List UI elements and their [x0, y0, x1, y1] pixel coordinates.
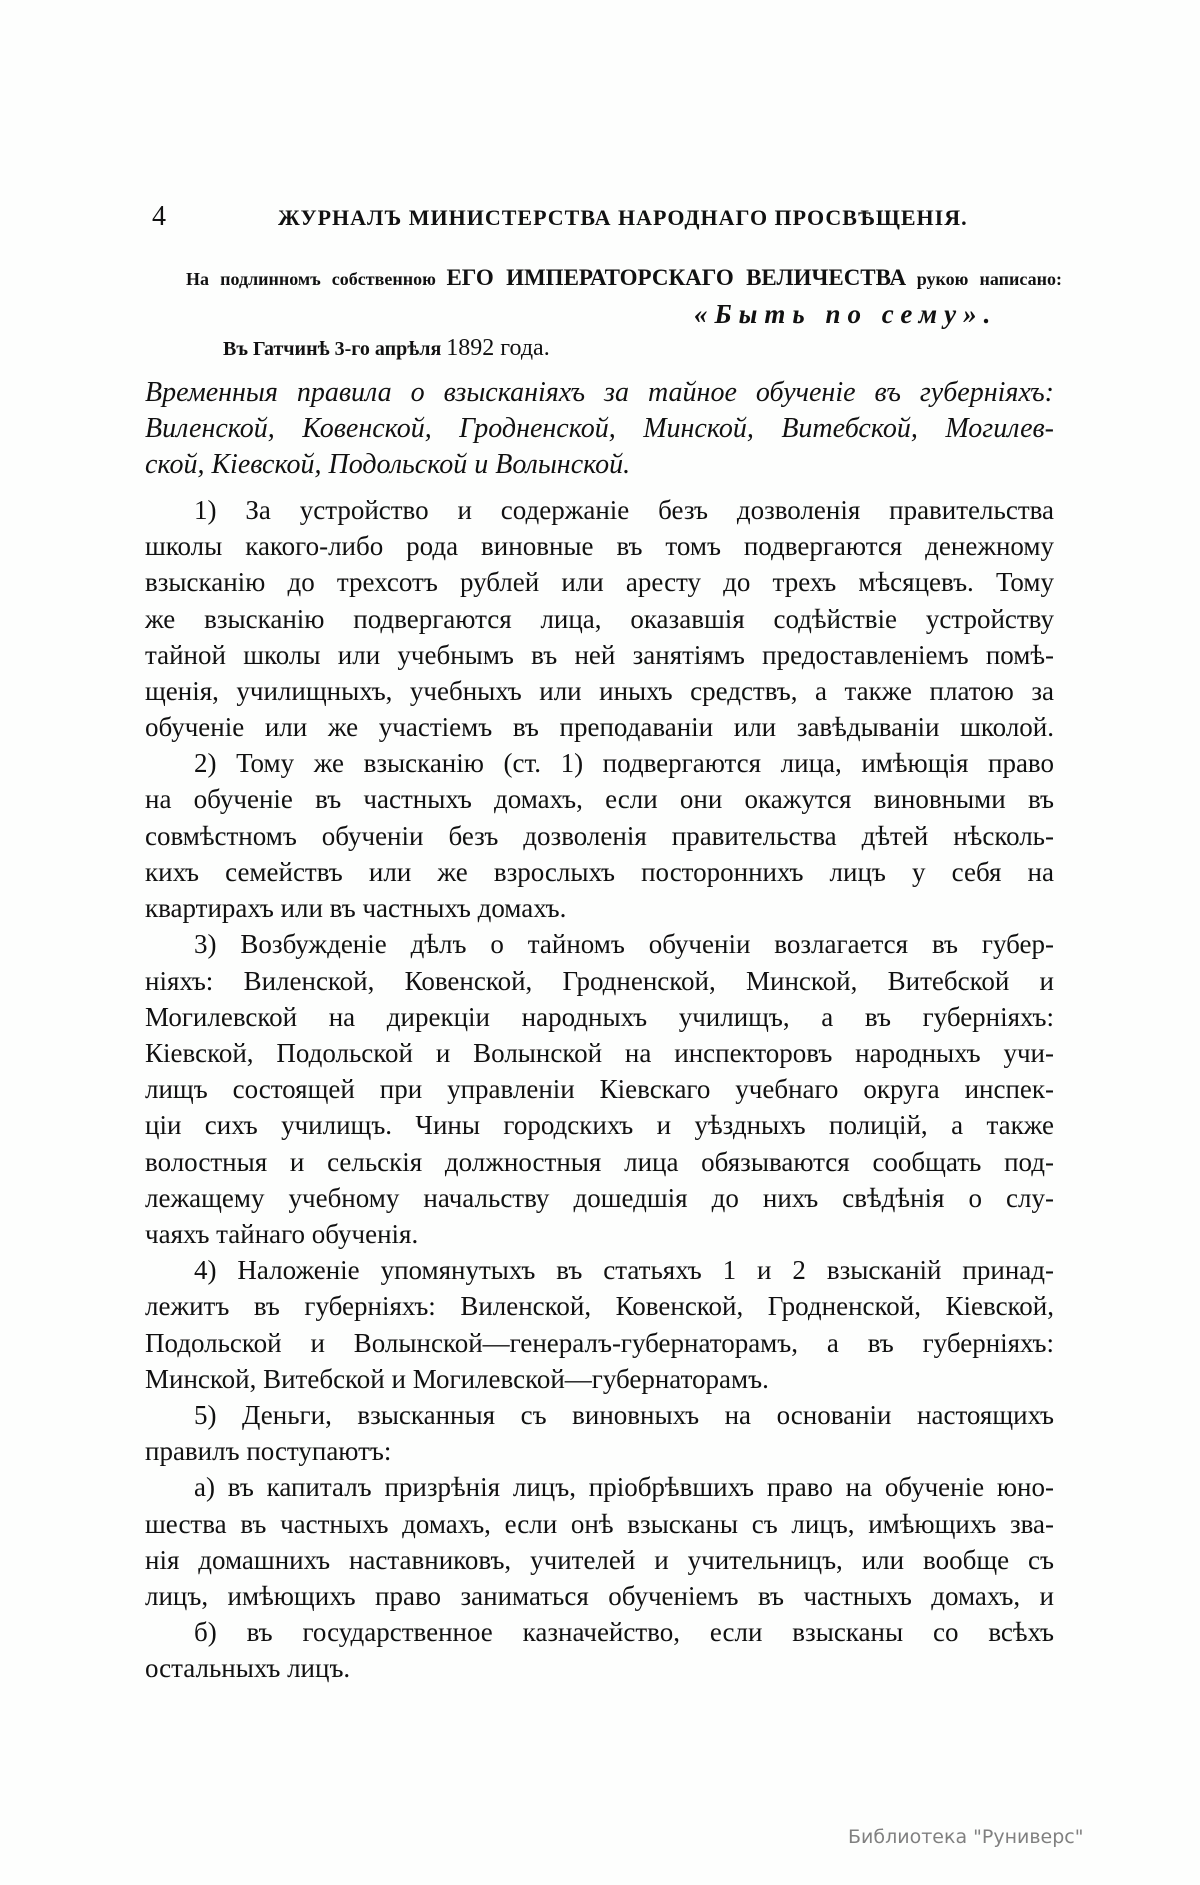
page-number: 4 [152, 201, 166, 232]
text-line: 3) Возбужденіе дѣлъ о тайномъ обученіи возлагается въ губер- [194, 929, 1054, 959]
text-line: совмѣстномъ обученіи безъ дозволенія правительства дѣтей нѣсколь- [145, 821, 1054, 851]
text-line: б) въ государственное казначейство, если взысканы со всѣхъ [194, 1617, 1054, 1647]
note-prefix: На подлинномъ собственною [186, 269, 436, 289]
text-line: остальныхъ лицъ. [145, 1653, 351, 1683]
text-line: тайной школы или учебнымъ въ ней занятіямъ предоставленіемъ помѣ- [145, 640, 1054, 670]
text-line: ніяхъ: Виленской, Ковенской, Гродненской, Минской, Витебской и [145, 966, 1054, 996]
text-line: Кіевской, Подольской и Волынской на инспекторовъ народныхъ учи- [145, 1038, 1054, 1068]
text-line: кихъ семействъ или же взрослыхъ постороннихъ лицъ у себя на [145, 857, 1054, 887]
text-line: ціи сихъ училищъ. Чины городскихъ и уѣздныхъ полицій, а также [145, 1110, 1054, 1140]
place-date-text: Въ Гатчинѣ 3-го апрѣля [223, 338, 442, 360]
text-line: Могилевской на дирекціи народныхъ училищъ, а въ губерніяхъ: [145, 1002, 1054, 1032]
library-watermark: Библиотека "Руниверс" [848, 1826, 1084, 1848]
text-line: 4) Наложеніе упомянутыхъ въ статьяхъ 1 и 2 взысканій принад- [194, 1255, 1054, 1285]
note-suffix: рукою написано: [916, 269, 1062, 289]
text-line: Подольской и Волынской—генералъ-губернаторамъ, а въ губерніяхъ: [145, 1328, 1054, 1358]
imperial-note-line [186, 262, 1062, 294]
text-line: нія домашнихъ наставниковъ, учителей и учительницъ, или вообще съ [145, 1545, 1054, 1575]
text-line: лежащему учебному начальству дошедшія до нихъ свѣдѣнія о слу- [145, 1183, 1054, 1213]
text-line: 2) Тому же взысканію (ст. 1) подвергаются лица, имѣющія право [194, 748, 1054, 778]
text-line: чаяхъ тайнаго обученія. [145, 1219, 419, 1249]
text-line: Минской, Витебской и Могилевской—губернаторамъ. [145, 1364, 769, 1394]
text-line: волостныя и сельскія должностныя лица обязываются сообщать под- [145, 1147, 1054, 1177]
text-line: лищъ состоящей при управленіи Кіевскаго учебнаго округа инспек- [145, 1074, 1054, 1104]
note-majesty: ЕГО ИМПЕРАТОРСКАГО ВЕЛИЧЕСТВА [446, 265, 907, 290]
text-line: на обученіе въ частныхъ домахъ, если они окажутся виновными въ [145, 784, 1054, 814]
text-line: шества въ частныхъ домахъ, если онѣ взысканы съ лицъ, имѣющихъ зва- [145, 1509, 1054, 1539]
text-line: же взысканію подвергаются лица, оказавшія содѣйствіе устройству [145, 604, 1054, 634]
text-line: лицъ, имѣющихъ право заниматься обученіемъ въ частныхъ домахъ, и [145, 1581, 1054, 1611]
text-line: щенія, училищныхъ, учебныхъ или иныхъ средствъ, а также платою за [145, 676, 1054, 706]
text-line: обученіе или же участіемъ въ преподаваніи или завѣдываніи школой. [145, 712, 1054, 742]
text-line: 5) Деньги, взысканныя съ виновныхъ на основаніи настоящихъ [194, 1400, 1054, 1430]
title-line: Виленской, Ковенской, Гродненской, Минской, Витебской, Могилев- [145, 413, 1054, 444]
title-line: ской, Кіевской, Подольской и Волынской. [145, 449, 631, 480]
imperial-resolution: «Быть по сему». [694, 299, 998, 329]
text-line: квартирахъ или въ частныхъ домахъ. [145, 893, 567, 923]
place-date-year: 1892 года. [446, 335, 550, 361]
running-title: ЖУРНАЛЪ МИНИСТЕРСТВА НАРОДНАГО ПРОСВѢЩЕНІЯ. [278, 205, 968, 230]
text-line: взысканію до трехсотъ рублей или аресту до трехъ мѣсяцевъ. Тому [145, 567, 1054, 597]
text-line: правилъ поступаютъ: [145, 1436, 392, 1466]
title-line: Временныя правила о взысканіяхъ за тайное обученіе въ губерніяхъ: [145, 377, 1054, 408]
text-line: школы какого-либо рода виновные въ томъ подвергаются денежному [145, 531, 1054, 561]
text-line: 1) За устройство и содержаніе безъ дозволенія правительства [194, 495, 1054, 525]
text-line: а) въ капиталъ призрѣнія лицъ, пріобрѣвшихъ право на обученіе юно- [194, 1472, 1054, 1502]
text-line: лежитъ въ губерніяхъ: Виленской, Ковенской, Гродненской, Кіевской, [145, 1291, 1054, 1321]
place-date [223, 333, 550, 364]
